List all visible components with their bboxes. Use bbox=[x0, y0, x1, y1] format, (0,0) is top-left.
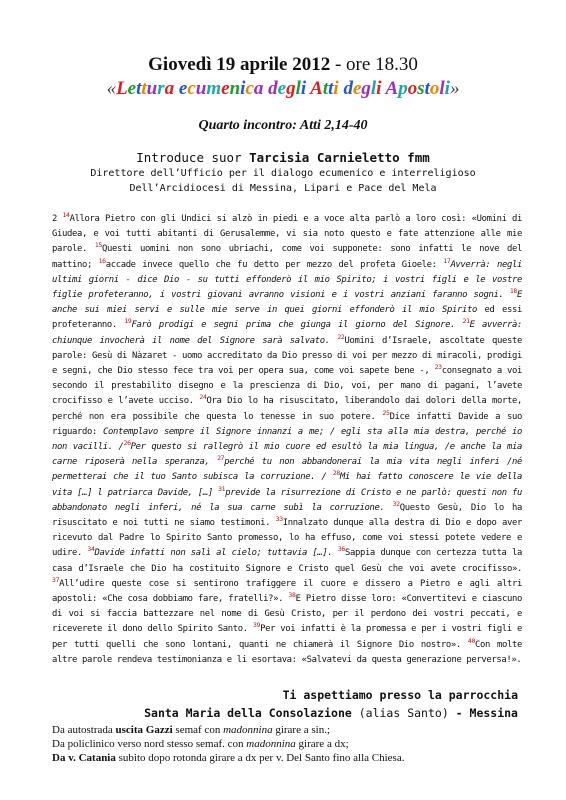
event-date: Giovedì 19 aprile 2012 bbox=[148, 54, 331, 75]
verse-text: Per voi infatti è la promessa e per i vostri figli e per tutti quelli che sono lontani, quanti ne chiamerà il Signore Dio nostro». bbox=[52, 624, 522, 650]
verse-text: Innalzato dunque alla destra di Dio e dopo aver ricevuto dal Padre lo Spirito Santo promesso, lo ha effuso, come voi stessi potete vedere e udire. bbox=[52, 518, 522, 559]
quoted-passage: Contemplavo sempre il Signore innanzi a me; / egli sta alla mia destra, perché io non vacilli. / bbox=[52, 426, 523, 453]
verse-text: accade invece quello che fu detto per mezzo del profeta Gioele: bbox=[105, 259, 444, 270]
verse-number: 27 bbox=[217, 454, 225, 463]
verse-number: 16 bbox=[98, 256, 106, 265]
title-word: Apostoli bbox=[385, 78, 450, 99]
verse-number: 21 bbox=[462, 317, 470, 326]
verse-number: 19 bbox=[124, 317, 132, 326]
quoted-passage: E avverrà: chiunque invocherà il nome del Signore sarà salvato. bbox=[52, 320, 522, 346]
title-word: degli bbox=[268, 78, 307, 99]
scripture-text bbox=[52, 212, 522, 668]
verse-number: 17 bbox=[443, 256, 451, 265]
title-quote-close: » bbox=[449, 78, 460, 99]
verse-text: consegnato a voi secondo il prestabilito disegno e la prescienza di Dio, voi, per mano di pagani, l’avete crocifisso e l’avete ucciso. bbox=[52, 366, 522, 407]
verse-number: 25 bbox=[382, 408, 390, 417]
office-line-2: Dell’Arcidiocesi di Messina, Lipari e Pace del Mela bbox=[129, 183, 437, 194]
event-time: - ore 18.30 bbox=[330, 54, 418, 75]
quoted-passage: Farò prodigi e segni prima che giunga il giorno del Signore. bbox=[131, 320, 463, 331]
verse-text: Questi uomini non sono ubriachi, come voi supponete: sono infatti le nove del mattino; bbox=[52, 244, 522, 270]
verse-number: 24 bbox=[199, 393, 207, 402]
verse-number: 28 bbox=[332, 469, 340, 478]
verse-number: 18 bbox=[509, 287, 517, 296]
quoted-passage: E anche sui miei servi e sulle mie serve in quei giorni effonderò il mio Spirito bbox=[52, 290, 522, 316]
verse-text: Dice infatti Davide a suo riguardo: bbox=[52, 411, 522, 437]
quoted-passage: Per questo si rallegrò il mio cuore ed esultò la mia lingua, /e anche la mia carne riposerà nella speranza, bbox=[52, 442, 523, 468]
event-title bbox=[0, 78, 566, 100]
quoted-passage: Davide infatti non salì al cielo; tuttavia […]. bbox=[94, 548, 338, 559]
introducer-prefix: Introduce suor bbox=[136, 150, 242, 165]
verse-number: 15 bbox=[94, 241, 103, 250]
verse-number: 39 bbox=[252, 621, 261, 630]
verse-number: 34 bbox=[87, 545, 95, 554]
verse-text: All’udire queste cose si sentirono trafiggere il cuore e dissero a Pietro e agli altri apostoli: «Che cosa dobbiamo fare, fratelli?». bbox=[52, 578, 522, 605]
title-word: Lettura bbox=[116, 78, 175, 99]
verse-number: 31 bbox=[218, 484, 226, 493]
verse-number: 38 bbox=[288, 591, 296, 600]
quoted-passage: perché tu non abbandonerai la mia vita negli inferi /né permetterai che il tuo Santo subisca la corruzione. / bbox=[52, 457, 522, 483]
direction-3: Da v. Catania subito dopo rotonda girare a dx per v. Del Santo fino alla Chiesa. bbox=[52, 752, 405, 764]
title-word: degli bbox=[343, 78, 382, 99]
verse-number: 40 bbox=[467, 636, 476, 645]
verse-text: Con molte altre parole rendeva testimonianza e li esortava: «Salvatevi da questa generazione perversa!». bbox=[52, 639, 522, 665]
verse-text: Sappia dunque con certezza tutta la casa d’Israele che Dio ha costituito Signore e Cristo quel Gesù che voi avete crocifisso». bbox=[52, 548, 522, 574]
event-date-time bbox=[0, 54, 566, 76]
verse-number: 33 bbox=[275, 515, 283, 524]
verse-text: ed essi profeteranno. bbox=[52, 305, 522, 331]
event-title-colored bbox=[107, 78, 460, 99]
quoted-passage: Mi hai fatto conoscere le vie della vita […] l patriarca Davide, […] bbox=[52, 472, 523, 498]
quoted-passage: previde la risurrezione di Cristo e ne parlò: questi non fu abbandonato negli inferi, né la sua carne subì la corruzione. bbox=[52, 487, 522, 513]
verse-text: Uomini d’Israele, ascoltate queste parole: Gesù di Nàzaret - uomo accreditato da Dio presso di voi per mezzo di miracoli, prodigi e segni, che Dio stesso fece tra voi per opera sua, come voi sapete bene -, bbox=[52, 335, 522, 377]
verse-text: 2 bbox=[52, 214, 63, 224]
office-line-1: Direttore dell’Ufficio per il dialogo ecumenico e interreligioso bbox=[90, 168, 476, 179]
verse-number: 36 bbox=[337, 545, 345, 554]
event-subtitle: Quarto incontro: Atti 2,14-40 bbox=[198, 118, 368, 133]
introducer-name: Tarcisia Carnieletto fmm bbox=[249, 150, 430, 165]
verse-text: Allora Pietro con gli Undici si alzò in piedi e a voce alta parlò a loro così: «Uomini di Giudea, e voi tutti abitanti di Gerusalemme, vi sia noto questo e fate attenzione alle mie parole. bbox=[52, 214, 522, 255]
verse-number: 22 bbox=[337, 332, 345, 341]
direction-1: Da autostrada uscita Gazzi semaf con madonnina girare a sin.; bbox=[52, 724, 331, 736]
verse-text: Questo Gesù, Dio lo ha risuscitato e noi tutti ne siamo testimoni. bbox=[52, 502, 522, 529]
verse-number: 23 bbox=[434, 363, 442, 372]
introducer-line bbox=[0, 150, 566, 165]
verse-number: 37 bbox=[52, 575, 60, 584]
verse-number: 14 bbox=[62, 211, 70, 220]
title-quote-open: « bbox=[106, 78, 117, 99]
title-word: Atti bbox=[310, 78, 339, 99]
invitation-line: Ti aspettiamo presso la parrocchia bbox=[282, 688, 518, 702]
title-word: ecumenica bbox=[178, 78, 264, 99]
parish-name: Santa Maria della Consolazione (alias Santo) - Messina bbox=[144, 706, 518, 720]
verse-number: 26 bbox=[123, 439, 131, 448]
verse-text: Ora Dio lo ha risuscitato, liberandolo dai dolori della morte, perché non era possibile che questa lo tenesse in suo potere. bbox=[52, 396, 522, 422]
verse-text: E Pietro disse loro: «Convertitevi e ciascuno di voi si faccia battezzare nel nome di Gesù Cristo, per il perdono dei vostri peccati, e riceverete il dono dello Spirito Santo. bbox=[52, 594, 522, 635]
quoted-passage: Avverrà: negli ultimi giorni - dice Dio - su tutti effonderò il mio Spirito; i vostri figli e le vostre figlie profeteranno, i vostri giovani avranno visioni e i vostri anziani faranno sogni. bbox=[52, 259, 522, 301]
direction-2: Da policlinico verso nord stesso semaf. con madonnina girare a dx; bbox=[52, 738, 349, 750]
verse-number: 32 bbox=[392, 499, 400, 508]
